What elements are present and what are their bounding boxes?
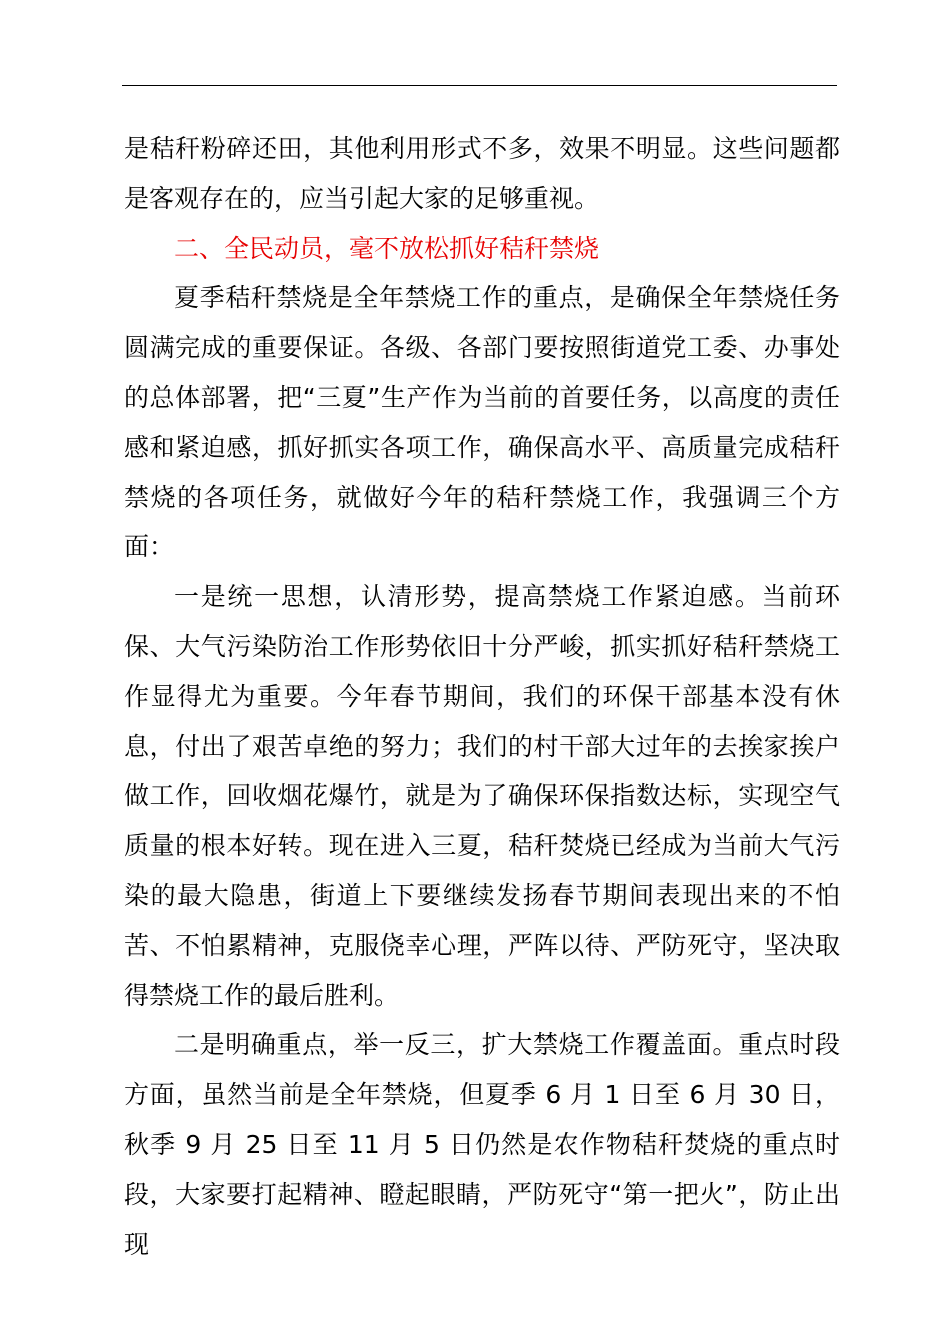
- paragraph-point-two: 二是明确重点，举一反三，扩大禁烧工作覆盖面。重点时段方面，虽然当前是全年禁烧，但夏季 6 月 1 日至 6 月 30 日，秋季 9 月 25 日至 11 月 5 日仍然是农作物秸秆焚烧的重点时段，大家要打起精神、瞪起眼睛，严防死守“第一把火”，防止出现: [124, 1030, 840, 1259]
- header-rule: [122, 85, 837, 86]
- document-body: [124, 124, 840, 1269]
- paragraph-point-one: 一是统一思想，认清形势，提高禁烧工作紧迫感。当前环保、大气污染防治工作形势依旧十分严峻，抓实抓好秸秆禁烧工作显得尤为重要。今年春节期间，我们的环保干部基本没有休息，付出了艰苦卓绝的努力；我们的村干部大过年的去挨家挨户做工作，回收烟花爆竹，就是为了确保环保指数达标，实现空气质量的根本好转。现在进入三夏，秸秆焚烧已经成为当前大气污染的最大隐患，街道上下要继续发扬春节期间表现出来的不怕苦、不怕累精神，克服侥幸心理，严阵以待、严防死守，坚决取得禁烧工作的最后胜利。: [124, 582, 840, 1010]
- paragraph-continuation: 是秸秆粉碎还田，其他利用形式不多，效果不明显。这些问题都是客观存在的，应当引起大家的足够重视。: [124, 134, 840, 213]
- paragraph-summer-ban: 夏季秸秆禁烧是全年禁烧工作的重点，是确保全年禁烧任务圆满完成的重要保证。各级、各部门要按照街道党工委、办事处的总体部署，把“三夏”生产作为当前的首要任务，以高度的责任感和紧迫感，抓好抓实各项工作，确保高水平、高质量完成秸秆禁烧的各项任务，就做好今年的秸秆禁烧工作，我强调三个方面：: [124, 283, 840, 562]
- section-heading: 二、全民动员，毫不放松抓好秸秆禁烧: [174, 233, 600, 263]
